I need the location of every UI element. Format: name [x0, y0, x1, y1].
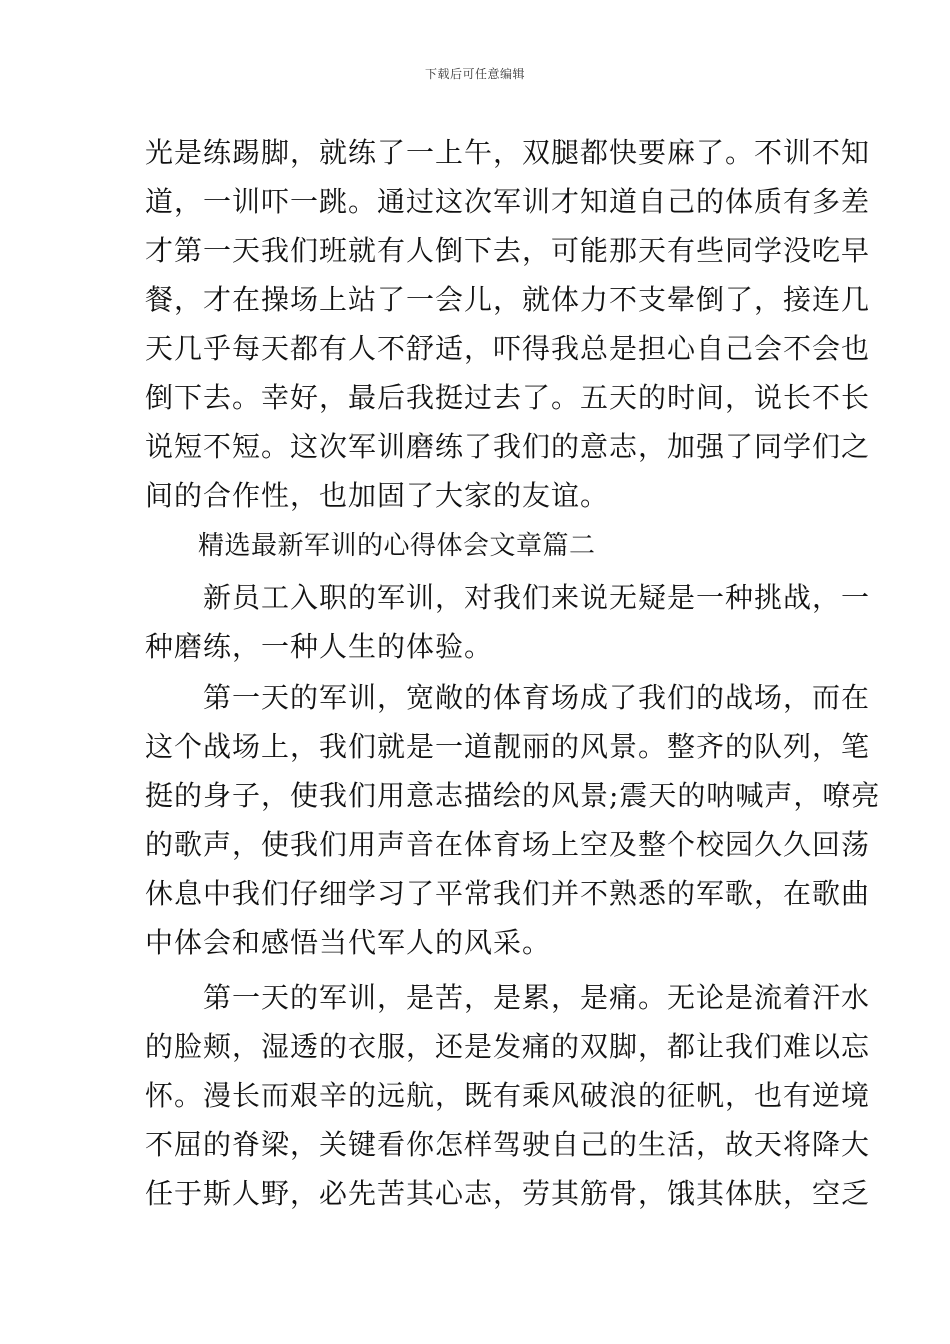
text-line: 种磨练，一种人生的体验。 [145, 630, 494, 663]
section-title: 精选最新军训的心得体会文章篇二 [145, 531, 596, 561]
text-line: 倒下去。幸好，最后我挺过去了。五天的时间，说长不长 [145, 381, 871, 414]
paragraph-2 [145, 573, 871, 671]
text-line: 不屈的脊梁，关键看你怎样驾驶自己的生活，故天将降大 [145, 1128, 871, 1161]
text-line: 休息中我们仔细学习了平常我们并不熟悉的军歌，在歌曲 [145, 877, 871, 910]
text-line: 说短不短。这次军训磨练了我们的意志，加强了同学们之 [145, 430, 871, 463]
text-line: 道，一训吓一跳。通过这次军训才知道自己的体质有多差 [145, 185, 871, 218]
text-line: 新员工入职的军训，对我们来说无疑是一种挑战，一 [145, 581, 871, 614]
text-line: 的脸颊，湿透的衣服，还是发痛的双脚，都让我们难以忘 [145, 1030, 871, 1063]
text-line: 中体会和感悟当代军人的风采。 [145, 926, 552, 959]
text-line: 任于斯人野，必先苦其心志，劳其筋骨，饿其体肤，空乏 [145, 1177, 871, 1210]
text-line: 第一天的军训，是苦，是累，是痛。无论是流着汗水 [145, 981, 871, 1014]
paragraph-3 [145, 673, 881, 967]
text-line: 光是练踢脚，就练了一上午，双腿都快要麻了。不训不知 [145, 136, 871, 169]
text-line: 间的合作性，也加固了大家的友谊。 [145, 479, 610, 512]
text-line: 挺的身子，使我们用意志描绘的风景;震天的呐喊声，嘹亮 [145, 779, 881, 812]
paragraph-4 [145, 973, 871, 1218]
text-line: 餐，才在操场上站了一会儿，就体力不支晕倒了，接连几 [145, 283, 871, 316]
paragraph-1 [145, 128, 871, 520]
page-header: 下载后可任意编辑 [424, 67, 525, 81]
text-line: 怀。漫长而艰辛的远航，既有乘风破浪的征帆，也有逆境 [145, 1079, 871, 1112]
text-line: 才第一天我们班就有人倒下去，可能那天有些同学没吃早 [145, 234, 871, 267]
section-heading [145, 522, 805, 571]
text-line: 这个战场上，我们就是一道靓丽的风景。整齐的队列，笔 [145, 730, 871, 763]
text-line: 的歌声，使我们用声音在体育场上空及整个校园久久回荡 [145, 828, 871, 861]
text-line: 第一天的军训，宽敞的体育场成了我们的战场，而在 [145, 681, 871, 714]
text-line: 天几乎每天都有人不舒适，吓得我总是担心自己会不会也 [145, 332, 871, 365]
document-body [145, 128, 881, 1218]
